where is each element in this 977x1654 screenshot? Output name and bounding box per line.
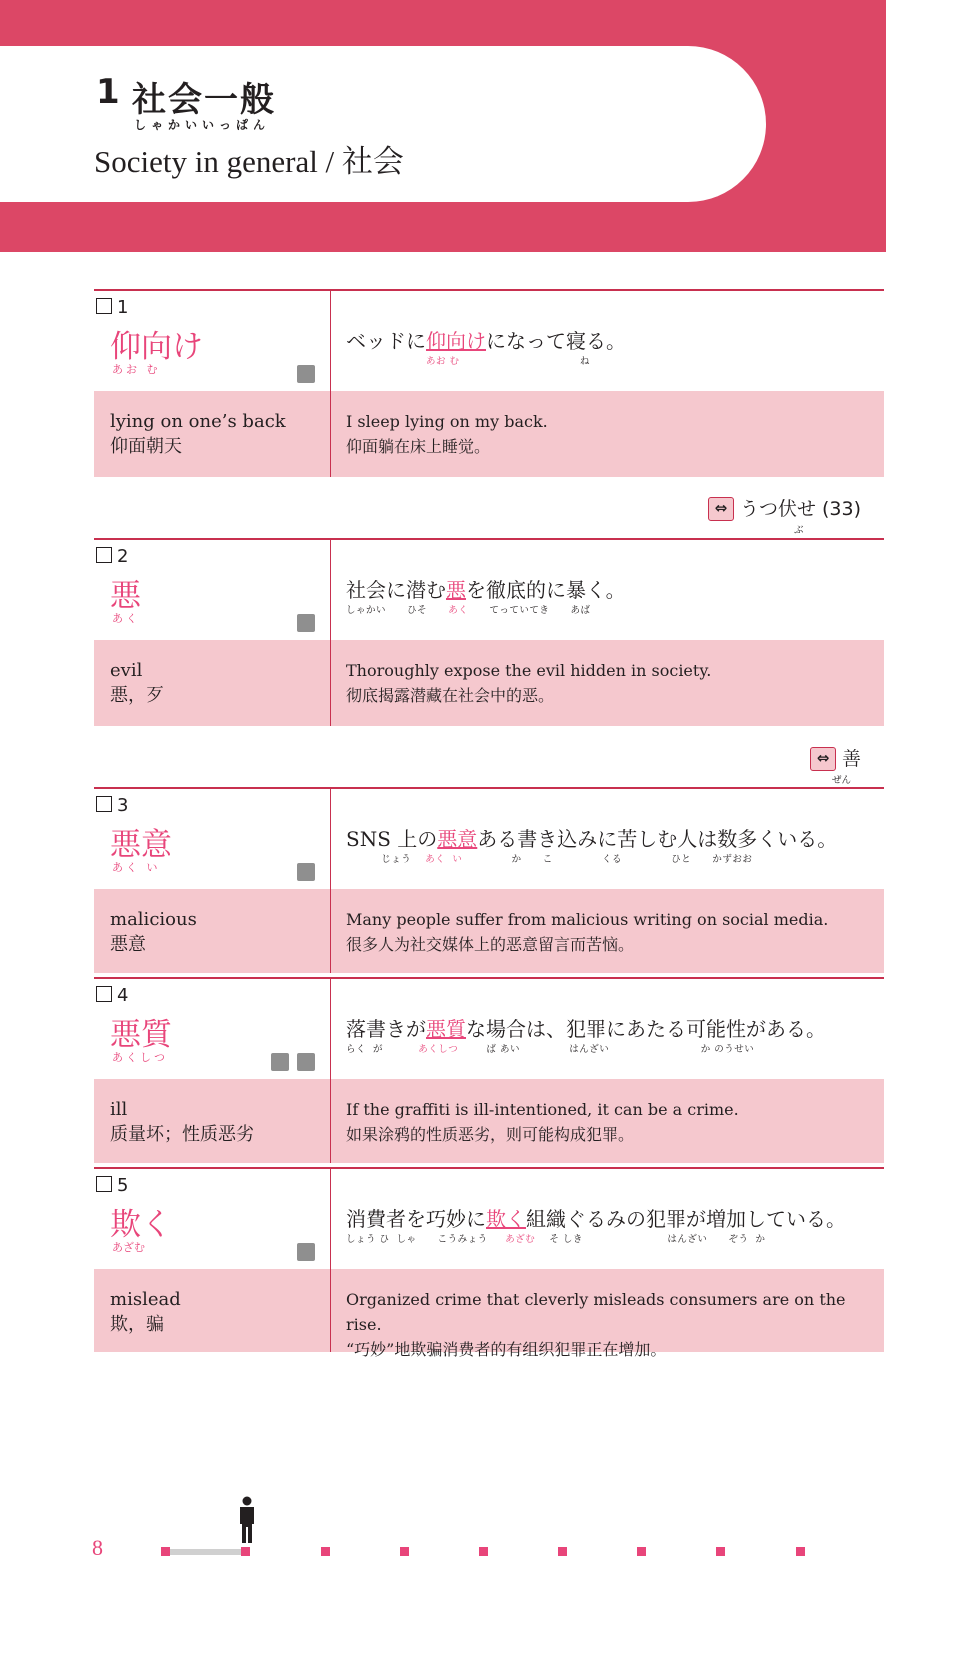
entry-number [96,1175,128,1196]
column-divider [330,1079,331,1163]
sentence-part: SNS 上の [346,827,438,851]
translation-en: Many people suffer from malicious writing on social media. [346,910,829,929]
progress-track [165,1549,243,1555]
meaning [110,1097,254,1147]
furigana: あお む [426,356,460,367]
translation-zh: 仰面躺在床上睡觉。 [346,437,491,456]
antonym [810,744,861,771]
translation-zh: 很多人为社交媒体上的恶意留言而苦恼。 [346,935,635,954]
furigana-highlight: あく [448,605,469,616]
translation-zh: 彻底揭露潜藏在社会中的恶。 [346,686,555,705]
column-divider [330,640,331,726]
vocab-reading: あお む [112,363,161,376]
vocab-word: 悪質 [110,1017,172,1053]
level-square [297,1053,315,1071]
chapter-title: 社会一般 [132,80,276,120]
translation-en: Thoroughly expose the evil hidden in society. [346,661,712,680]
vocab-word: 欺く [110,1207,172,1243]
level-square [271,1053,289,1071]
meaning-en: malicious [110,909,197,930]
furigana-highlight: あく い [425,854,463,865]
furigana-part: か こ くる ひと かずおお [462,854,753,865]
entry-number-text: 3 [117,795,129,816]
sentence-part: ある書き込みに苦しむ人は数多くいる。 [477,827,838,851]
vocab-entry [94,977,884,1163]
example-sentence [346,574,626,603]
column-divider [330,889,331,973]
sentence-highlight: 欺く [486,1207,526,1231]
meaning-zh: 悪意 [110,934,146,955]
entry-rule [94,289,884,291]
meaning [110,409,286,459]
meaning-zh: 质量坏；性质恶劣 [110,1124,254,1145]
chapter-number: 1 [96,72,121,112]
meaning [110,907,197,957]
vocab-entry [94,289,884,477]
vocab-reading: あくしつ [112,1051,168,1064]
meaning-en: evil [110,660,143,681]
meaning [110,658,164,708]
translation [346,409,548,459]
entry-rule [94,787,884,789]
progress-dot [716,1547,725,1556]
furigana-part: ば あい はんざい か のうせい [458,1044,755,1055]
meaning-en: mislead [110,1289,181,1310]
progress-dot [241,1547,250,1556]
sentence-highlight: 仰向け [426,329,486,353]
sentence-part: を徹底的に暴く。 [466,578,626,602]
translation-zh: “巧妙”地欺骗消费者的有组织犯罪正在增加。 [346,1340,667,1359]
entry-number [96,795,128,816]
sentence-highlight: 悪意 [437,827,478,851]
level-square [297,863,315,881]
level-square [297,614,315,632]
sentence-part: になって寝る。 [486,329,626,353]
vocab-word: 悪意 [110,827,172,863]
entry-number-text: 2 [117,546,129,567]
chapter-title-reading: しゃかいいっぱん [134,118,271,132]
vocab-entry [94,787,884,973]
translation [346,1097,739,1147]
entry-rule [94,538,884,540]
vocab-entry [94,1167,884,1359]
progress-dot [796,1547,805,1556]
furigana [346,851,752,865]
entry-number-text: 5 [117,1175,129,1196]
meaning-zh: 悪，歹 [110,685,164,706]
furigana [346,602,591,616]
entry-number-text: 4 [117,985,129,1006]
example-sentence [346,823,837,852]
entry-number [96,985,128,1006]
sentence-part: ベッドに [346,329,426,353]
furigana-part: てっていてき あば [468,605,591,616]
entry-number [96,297,128,318]
meaning-en: ill [110,1099,128,1120]
chapter-subtitle: Society in general / 社会 [94,144,404,179]
furigana-part: しゃかい ひそ [346,605,449,616]
furigana-part: しょう ひ しゃ こうみょう [346,1234,506,1245]
meaning-zh: 仰面朝天 [110,436,182,457]
entry-number-text: 1 [117,297,129,318]
sentence-part: 組織ぐるみの犯罪が増加している。 [526,1207,846,1231]
progress-dot [558,1547,567,1556]
translation [346,1287,884,1362]
level-square [297,365,315,383]
antonym-arrow-icon: ⇔ [708,497,734,521]
study-checkbox[interactable] [96,796,112,812]
example-sentence [346,325,626,354]
page-number: 8 [92,1535,103,1560]
vocab-word: 悪 [110,578,141,614]
vocab-entry [94,538,884,726]
column-divider [330,1269,331,1352]
entry-number [96,546,128,567]
progress-dot [321,1547,330,1556]
translation-en: Organized crime that cleverly misleads consumers are on the rise. [346,1290,846,1334]
furigana-highlight: あくしつ [418,1044,459,1055]
vocab-reading: あざむ [112,1241,145,1254]
furigana [346,1231,766,1245]
furigana-part: そ しき はんざい ぞう か [535,1234,766,1245]
antonym-text: うつ伏せ (33) [739,498,861,520]
example-sentence [346,1203,846,1232]
antonym-text: 善 [841,748,861,770]
vocab-word: 仰向け [110,329,203,365]
entry-rule [94,1167,884,1169]
sentence-highlight: 悪質 [426,1017,466,1041]
progress-dot [479,1547,488,1556]
translation-zh: 如果涂鸦的性质恶劣，则可能构成犯罪。 [346,1125,635,1144]
progress-dot [400,1547,409,1556]
sentence-highlight: 悪 [446,578,466,602]
furigana-part: じょう [346,854,426,865]
meaning-zh: 欺，骗 [110,1314,164,1335]
sentence-part: 消費者を巧妙に [346,1207,486,1231]
furigana-part: らく が [346,1044,419,1055]
translation [346,658,711,708]
progress-dot [161,1547,170,1556]
entry-rule [94,977,884,979]
vocab-reading: あく い [112,861,161,874]
translation-en: If the graffiti is ill-intentioned, it can be a crime. [346,1100,739,1119]
example-sentence [346,1013,826,1042]
sentence-part: 社会に潜む [346,578,446,602]
antonym-reading: ぶ [794,525,804,536]
level-square [297,1243,315,1261]
meaning [110,1287,181,1337]
antonym-arrow-icon: ⇔ [810,747,836,771]
study-checkbox[interactable] [96,986,112,1002]
progress-dot [637,1547,646,1556]
column-divider [330,391,331,477]
sentence-part: な場合は、犯罪にあたる可能性がある。 [466,1017,826,1041]
study-checkbox[interactable] [96,547,112,563]
study-checkbox[interactable] [96,1176,112,1192]
antonym-reading: ぜん [832,775,852,786]
person-icon [236,1496,258,1544]
furigana [346,1041,754,1055]
furigana: ね [580,356,591,367]
sentence-part: 落書きが [346,1017,426,1041]
vocab-reading: あく [112,612,140,625]
translation [346,907,828,957]
meaning-en: lying on one’s back [110,411,286,432]
furigana-highlight: あざむ [505,1234,536,1245]
study-checkbox[interactable] [96,298,112,314]
antonym [708,494,861,521]
translation-en: I sleep lying on my back. [346,412,548,431]
